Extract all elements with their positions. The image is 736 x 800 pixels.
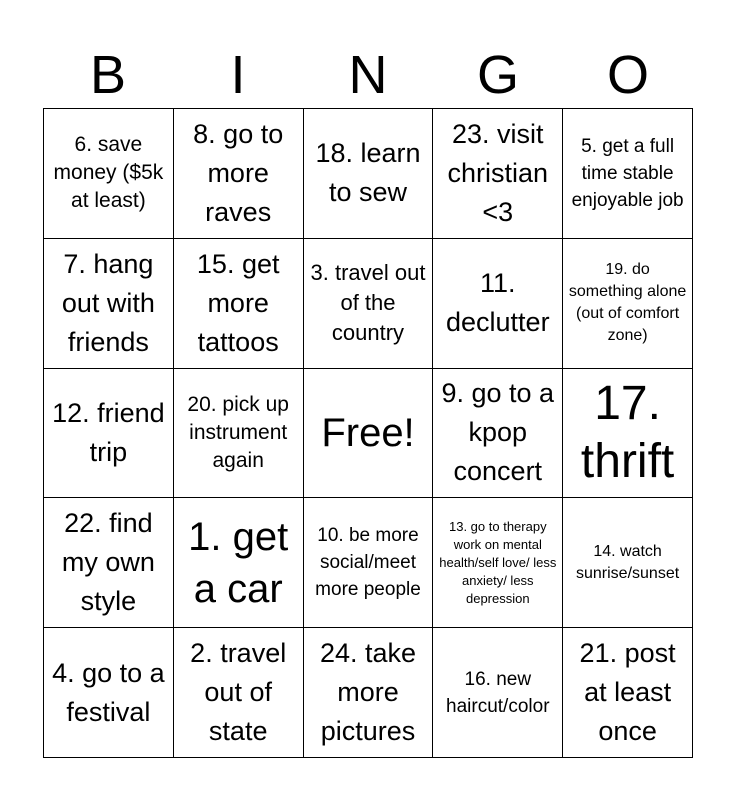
- free-space-cell[interactable]: [304, 369, 434, 499]
- cell-text: 18. learn to sew: [315, 138, 421, 208]
- bingo-cell[interactable]: [433, 109, 563, 239]
- cell-text: 5. get a full time stable enjoyable job: [571, 135, 684, 211]
- cell-text: 9. go to a kpop concert: [441, 378, 555, 487]
- bingo-cell[interactable]: [563, 498, 693, 628]
- bingo-cell[interactable]: [304, 628, 434, 758]
- cell-text: 22. find my own style: [61, 508, 155, 617]
- cell-text: 8. go to more raves: [193, 118, 284, 227]
- header-letter-n: N: [348, 45, 388, 105]
- bingo-cell[interactable]: [174, 369, 304, 499]
- cell-text: 3. travel out of the country: [310, 260, 426, 346]
- bingo-cell[interactable]: [44, 498, 174, 628]
- cell-text: 12. friend trip: [52, 397, 165, 467]
- cell-text: 17. thrift: [580, 376, 675, 488]
- cell-text: 1. get a car: [188, 514, 289, 611]
- bingo-cell[interactable]: [304, 498, 434, 628]
- cell-text: 21. post at least once: [579, 638, 676, 747]
- header-letter-b: B: [89, 45, 127, 105]
- bingo-cell[interactable]: [304, 109, 434, 239]
- bingo-cell[interactable]: [44, 628, 174, 758]
- cell-text: 4. go to a festival: [52, 657, 165, 727]
- bingo-cell[interactable]: [174, 109, 304, 239]
- bingo-cell[interactable]: [563, 239, 693, 369]
- cell-text: 14. watch sunrise/sunset: [576, 542, 680, 582]
- cell-text: 13. go to therapy work on mental health/self love/ less anxiety/ less depression: [439, 518, 557, 606]
- bingo-cell[interactable]: [433, 369, 563, 499]
- bingo-cell[interactable]: [304, 239, 434, 369]
- header-letter-o: O: [606, 45, 649, 105]
- cell-text: 19. do something alone (out of comfort zone): [568, 261, 687, 345]
- bingo-board: [43, 108, 693, 758]
- cell-text: 10. be more social/meet more people: [315, 525, 421, 601]
- cell-text: 20. pick up instrument again: [187, 392, 289, 472]
- bingo-cell[interactable]: [174, 239, 304, 369]
- bingo-cell[interactable]: [563, 109, 693, 239]
- header-letter-i: I: [230, 45, 246, 105]
- header-letter-g: G: [476, 45, 519, 105]
- bingo-cell[interactable]: [44, 109, 174, 239]
- bingo-cell[interactable]: [174, 628, 304, 758]
- cell-text: 7. hang out with friends: [61, 248, 155, 357]
- bingo-cell[interactable]: [44, 369, 174, 499]
- cell-text: 11. declutter: [446, 268, 550, 338]
- bingo-cell[interactable]: [433, 498, 563, 628]
- bingo-cell[interactable]: [563, 628, 693, 758]
- bingo-cell[interactable]: [433, 628, 563, 758]
- cell-text: 2. travel out of state: [190, 638, 287, 747]
- cell-text: 15. get more tattoos: [196, 248, 280, 357]
- bingo-cell[interactable]: [174, 498, 304, 628]
- cell-text: 16. new haircut/color: [446, 668, 550, 717]
- cell-text: 24. take more pictures: [319, 638, 417, 747]
- free-space-label: Free!: [321, 410, 415, 455]
- bingo-cell[interactable]: [563, 369, 693, 499]
- bingo-cell[interactable]: [433, 239, 563, 369]
- cell-text: 23. visit christian <3: [447, 118, 549, 227]
- bingo-cell[interactable]: [44, 239, 174, 369]
- cell-text: 6. save money ($5k at least): [53, 133, 164, 213]
- bingo-header: [43, 40, 693, 110]
